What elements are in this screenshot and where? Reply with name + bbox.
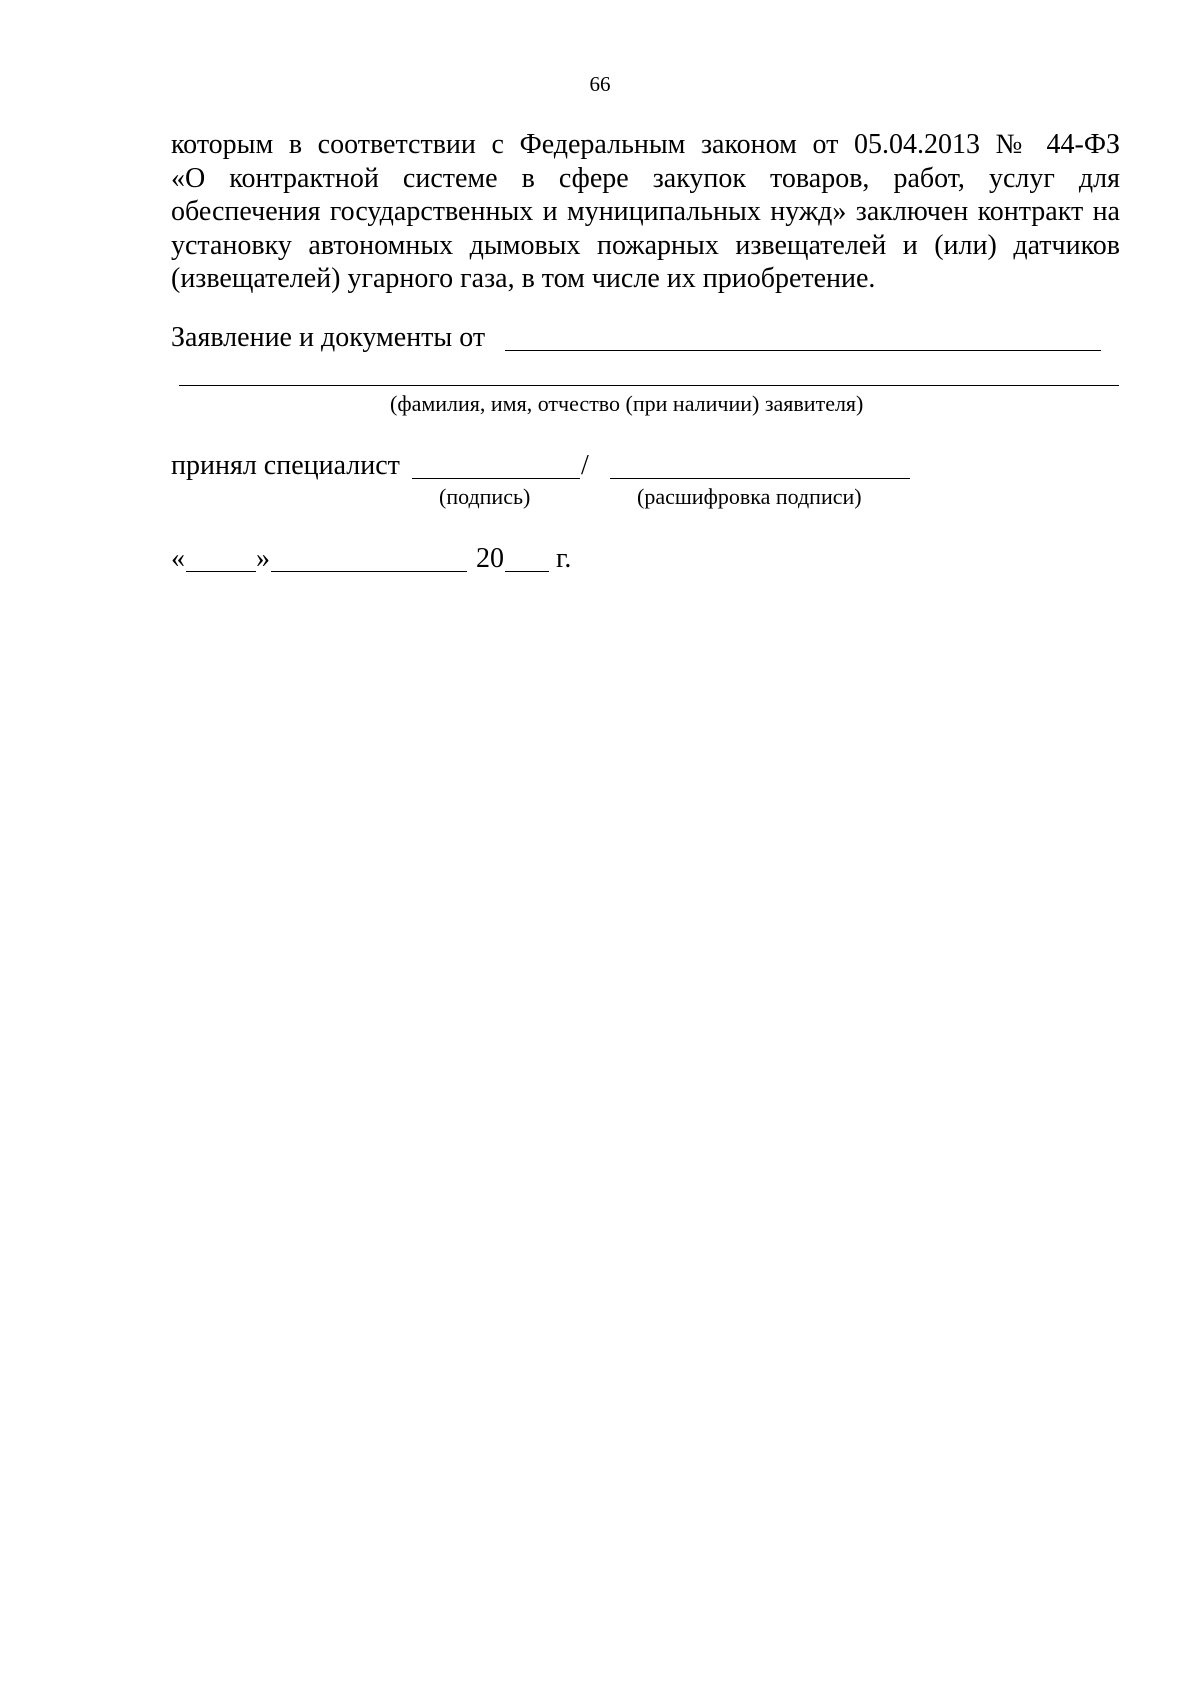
paragraph-line: которым в соответствии с Федеральным законом от 05.04.2013 № 44-ФЗ bbox=[171, 129, 1120, 160]
applicant-name-field-line-2[interactable] bbox=[179, 385, 1119, 386]
body-paragraph bbox=[171, 128, 1120, 296]
signature-field-line[interactable] bbox=[412, 478, 580, 479]
paragraph-line: (извещателей) угарного газа, в том числе их приобретение. bbox=[171, 263, 876, 294]
paragraph-line: установку автономных дымовых пожарных извещателей и (или) датчиков bbox=[171, 229, 1120, 261]
statement-label: Заявление и документы от bbox=[171, 322, 486, 353]
paragraph-line: «О контрактной системе в сфере закупок товаров, работ, услуг для bbox=[171, 162, 1120, 194]
date-month-field-line[interactable] bbox=[271, 571, 467, 572]
date-year-field-line[interactable] bbox=[505, 571, 549, 572]
date-year-prefix: 20 bbox=[476, 543, 504, 574]
signature-caption: (подпись) bbox=[439, 484, 531, 509]
date-close-quote: » bbox=[256, 543, 270, 574]
accepted-label: принял специалист bbox=[171, 450, 400, 481]
applicant-name-caption: (фамилия, имя, отчество (при наличии) заявителя) bbox=[390, 391, 864, 416]
paragraph-line: обеспечения государственных и муниципальных нужд» заключен контракт на bbox=[171, 196, 1120, 227]
date-year-suffix: г. bbox=[556, 543, 572, 574]
date-open-quote: « bbox=[171, 543, 185, 574]
signature-decryption-field-line[interactable] bbox=[610, 478, 910, 479]
applicant-name-field-line[interactable] bbox=[505, 350, 1101, 351]
page-number: 66 bbox=[589, 72, 611, 96]
date-day-field-line[interactable] bbox=[186, 571, 256, 572]
signature-decryption-caption: (расшифровка подписи) bbox=[637, 484, 862, 509]
slash-separator: / bbox=[581, 450, 589, 481]
